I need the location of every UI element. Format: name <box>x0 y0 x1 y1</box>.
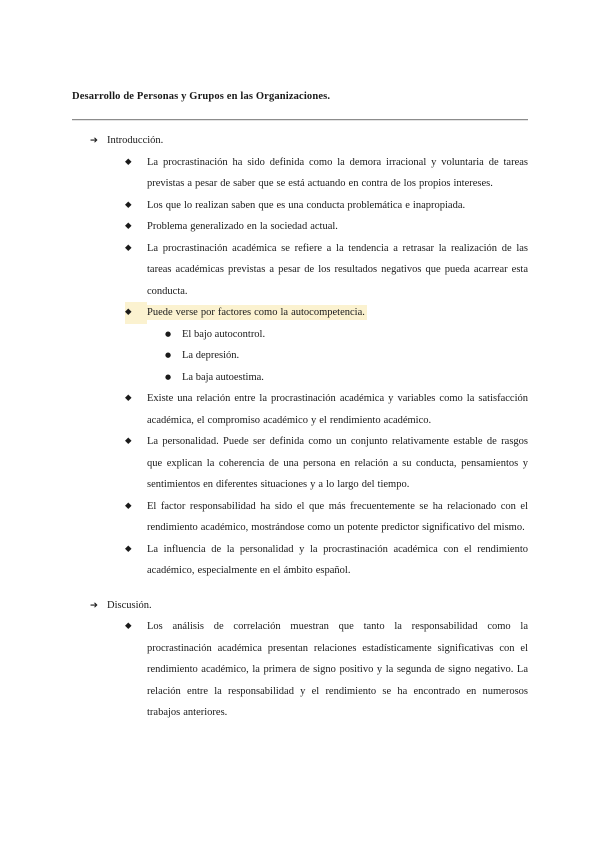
circle-bullet-icon: ● <box>165 329 172 338</box>
bullet-item <box>72 195 528 217</box>
bullet-text <box>147 302 528 324</box>
bullet-text-inner: Los que lo realizan saben que es una conducta problemática e inapropiada. <box>147 199 466 211</box>
sub-bullet-item <box>72 324 528 346</box>
bullet-item <box>72 539 528 582</box>
bullet-list <box>72 616 528 724</box>
bullet-text <box>147 539 528 582</box>
sub-bullet-list <box>72 324 528 389</box>
bullet-text-inner: El factor responsabilidad ha sido el que más frecuentemente se ha relacionado con el rendimiento académico, mostrándose como un potente predictor significativo del mismo. <box>147 500 528 533</box>
bullet-text <box>147 431 528 496</box>
bullet-text-inner: La procrastinación académica se refiere a la tendencia a retrasar la realización de las tareas académicas previstas a pesar de los resultados negativos que pueda acarrear esta conducta. <box>147 242 528 297</box>
bullet-item <box>72 496 528 539</box>
bullet-text-inner: Puede verse por factores como la autocompetencia. <box>147 307 365 318</box>
bullet-text-inner: La procrastinación ha sido definida como la demora irracional y voluntaria de tareas previstas a pesar de saber que se está actuando en contra de los propios intereses. <box>147 156 528 189</box>
diamond-bullet-icon: ◆ <box>125 302 147 324</box>
bullet-text-inner: Problema generalizado en la sociedad actual. <box>147 221 338 232</box>
section-heading <box>72 595 528 617</box>
section-heading <box>72 130 528 152</box>
bullet-row <box>72 216 528 238</box>
circle-bullet-icon: ● <box>165 351 172 359</box>
bullet-item <box>72 616 528 724</box>
bullet-item <box>72 302 528 388</box>
sub-bullet-text <box>182 324 528 346</box>
bullet-text <box>147 195 528 217</box>
diamond-bullet-icon: ◆ <box>125 393 132 403</box>
document-title: Desarrollo de Personas y Grupos en las Organizaciones. <box>72 91 331 102</box>
bullet-text <box>147 216 528 238</box>
sub-bullet-text-inner: La depresión. <box>182 350 240 361</box>
bullet-text <box>147 616 528 724</box>
bullet-row <box>72 195 528 217</box>
bullet-row <box>72 431 528 496</box>
section-heading-text: Discusión. <box>107 599 152 611</box>
bullet-row <box>72 238 528 303</box>
diamond-bullet-icon: ◆ <box>125 156 132 167</box>
section <box>72 595 528 724</box>
diamond-bullet-icon: ◆ <box>125 500 132 511</box>
bullet-row <box>72 616 528 724</box>
sub-bullet-item <box>72 367 528 389</box>
bullet-item <box>72 238 528 303</box>
sub-bullet-text <box>182 345 528 367</box>
title-divider <box>72 119 528 121</box>
bullet-item <box>72 152 528 195</box>
bullet-list <box>72 152 528 582</box>
diamond-bullet-icon: ◆ <box>125 242 132 253</box>
section-heading-text: Introducción. <box>107 135 164 146</box>
bullet-item <box>72 388 528 431</box>
section <box>72 130 528 582</box>
document-body <box>72 130 528 724</box>
diamond-bullet-icon: ◆ <box>125 436 132 446</box>
sub-bullet-text-inner: La baja autoestima. <box>182 371 264 383</box>
bullet-text-inner: Existe una relación entre la procrastinación académica y variables como la satisfacción académica, el compromiso académico y el rendimiento académico. <box>147 393 528 426</box>
bullet-text <box>147 388 528 431</box>
arrow-bullet-icon: ➔ <box>90 135 98 146</box>
bullet-row <box>72 539 528 582</box>
bullet-text-inner: La personalidad. Puede ser definida como un conjunto relativamente estable de rasgos que explican la coherencia de una persona en relación a su conducta, pensamientos y sentimientos en diferentes situaciones y a lo largo del tiempo. <box>147 436 528 490</box>
diamond-bullet-icon: ◆ <box>125 221 132 231</box>
bullet-row <box>72 152 528 195</box>
sub-bullet-text <box>182 367 528 389</box>
diamond-bullet-icon: ◆ <box>125 199 132 210</box>
bullet-text <box>147 238 528 303</box>
bullet-row <box>72 388 528 431</box>
bullet-text <box>147 496 528 539</box>
bullet-text-inner: La influencia de la personalidad y la procrastinación académica con el rendimiento académico, especialmente en el ámbito español. <box>147 543 528 576</box>
bullet-text-inner: Los análisis de correlación muestran que tanto la responsabilidad como la procrastinación académica presentan relaciones estadísticamente significativas con el rendimiento académico, la primera de signo positivo y la segunda de signo negativo. La relación entre la responsabilidad y el rendimiento se ha encontrado en numerosos trabajos anteriores. <box>147 621 528 718</box>
sub-bullet-item <box>72 345 528 367</box>
sub-bullet-text-inner: El bajo autocontrol. <box>182 328 266 340</box>
arrow-bullet-icon: ➔ <box>90 599 98 611</box>
bullet-item <box>72 216 528 238</box>
bullet-row <box>72 496 528 539</box>
diamond-bullet-icon: ◆ <box>125 621 132 631</box>
bullet-row <box>72 302 528 324</box>
bullet-item <box>72 431 528 496</box>
diamond-bullet-icon: ◆ <box>125 543 132 554</box>
bullet-text <box>147 152 528 195</box>
circle-bullet-icon: ● <box>165 372 172 381</box>
